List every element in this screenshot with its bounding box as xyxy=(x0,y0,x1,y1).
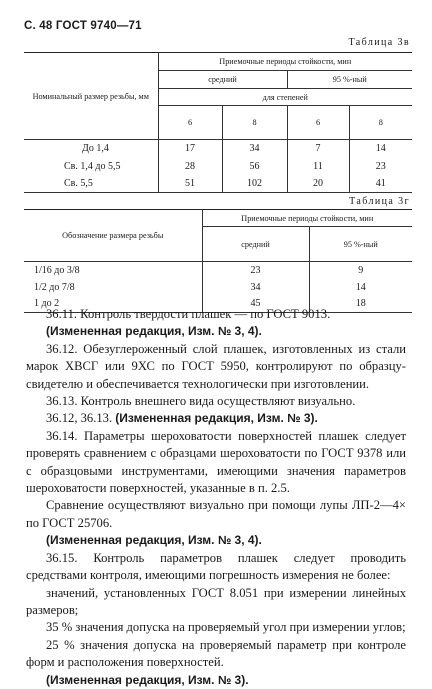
table-cell: 11 xyxy=(287,158,349,175)
table-cell: 18 xyxy=(309,296,412,313)
paragraph: 36.14. Параметры шероховатости поверхностей плашек следует проверять сравнением с образцами шероховатости по ГОСТ 9378 или с образцовыми инструментами, имеющими значения параметров шероховатости поверхностей, указанные в п. 2.5. xyxy=(26,428,406,496)
table-cell: 51 xyxy=(158,175,222,193)
row-size: 1/2 до 7/8 xyxy=(24,279,202,296)
table-cell: 17 xyxy=(158,140,222,158)
page-header: С. 48 ГОСТ 9740—71 xyxy=(24,20,142,32)
paragraph: 25 % значения допуска на проверяемый параметр при контроле форм и расположения поверхностей. xyxy=(26,637,406,670)
sub-header: средний xyxy=(202,227,309,262)
table-cell: 102 xyxy=(222,175,287,193)
degree-cell: 6 xyxy=(287,106,349,140)
paragraph-ref: 36.12, 36.13. xyxy=(46,411,113,426)
table-cell: 41 xyxy=(349,175,412,193)
edition-note: (Измененная редакция, Изм. № 3, 4). xyxy=(46,324,262,339)
table-cell: 28 xyxy=(158,158,222,175)
sub-header: 95 %-ный xyxy=(309,227,412,262)
table-row xyxy=(24,175,412,193)
paragraph: Сравнение осуществляют визуально при помощи лупы ЛП-2—4× по ГОСТ 25706. xyxy=(26,498,406,530)
table-row xyxy=(24,158,412,175)
table-cell: 34 xyxy=(222,140,287,158)
table-cell: 9 xyxy=(309,262,412,279)
paragraph-with-note xyxy=(0,410,432,427)
paragraph: 36.12. Обезуглероженный слой плашек, изготовленных из стали марок ХВСГ или 9ХС по ГОСТ 5950, контролируют по образцу-свидетелю и обеспечивается технологически при изготовлении. xyxy=(26,341,406,391)
row-size: 1 до 2 xyxy=(24,296,202,313)
table-row xyxy=(24,140,412,158)
edition-note: (Измененная редакция, Изм. № 3). xyxy=(115,411,318,426)
row-size: 1/16 до 3/8 xyxy=(24,262,202,279)
table-cell: 56 xyxy=(222,158,287,175)
group-header: Приемочные периоды стойкости, мин xyxy=(158,53,412,71)
table-cell: 14 xyxy=(349,140,412,158)
table-cell: 14 xyxy=(309,279,412,296)
stub-header: Номинальный размер резьбы, мм xyxy=(24,53,158,140)
sub-header: 95 %-ный xyxy=(287,71,412,89)
group-header: Приемочные периоды стойкости, мин xyxy=(202,210,412,227)
data-table xyxy=(24,52,412,193)
paragraph: значений, установленных ГОСТ 8.051 при измерении линейных размеров; xyxy=(26,585,406,617)
data-table xyxy=(24,209,412,313)
paragraph: 36.15. Контроль параметров плашек следует проводить средствами контроля, имеющими погрешность измерения не более: xyxy=(26,550,406,583)
sub-header: средний xyxy=(158,71,287,89)
row-size: Св. 1,4 до 5,5 xyxy=(24,158,158,175)
table-cell: 20 xyxy=(287,175,349,193)
degree-header: для степеней xyxy=(158,89,412,106)
table-cell: 45 xyxy=(202,296,309,313)
degree-cell: 8 xyxy=(222,106,287,140)
table-cell: 7 xyxy=(287,140,349,158)
table-caption: Таблица 3в xyxy=(348,37,410,48)
stub-header: Обозначение размера резьбы xyxy=(24,210,202,262)
degree-cell: 8 xyxy=(349,106,412,140)
table-cell: 23 xyxy=(202,262,309,279)
table-row xyxy=(24,262,412,279)
row-size: До 1,4 xyxy=(24,140,158,158)
degree-cell: 6 xyxy=(158,106,222,140)
paragraph: 35 % значения допуска на проверяемый угол при измерении углов; xyxy=(46,620,406,635)
table-caption: Таблица 3г xyxy=(349,196,410,207)
edition-note: (Измененная редакция, Изм. № 3, 4). xyxy=(46,533,262,548)
edition-note: (Измененная редакция, Изм. № 3). xyxy=(46,672,249,687)
table-cell: 34 xyxy=(202,279,309,296)
row-size: Св. 5,5 xyxy=(24,175,158,193)
body-text xyxy=(0,306,432,689)
table-row xyxy=(24,279,412,296)
table-cell: 23 xyxy=(349,158,412,175)
paragraph: 36.13. Контроль внешнего вида осуществляют визуально. xyxy=(46,394,356,409)
paragraph: 36.11. Контроль твердости плашек — по ГОСТ 9013. xyxy=(46,307,331,321)
